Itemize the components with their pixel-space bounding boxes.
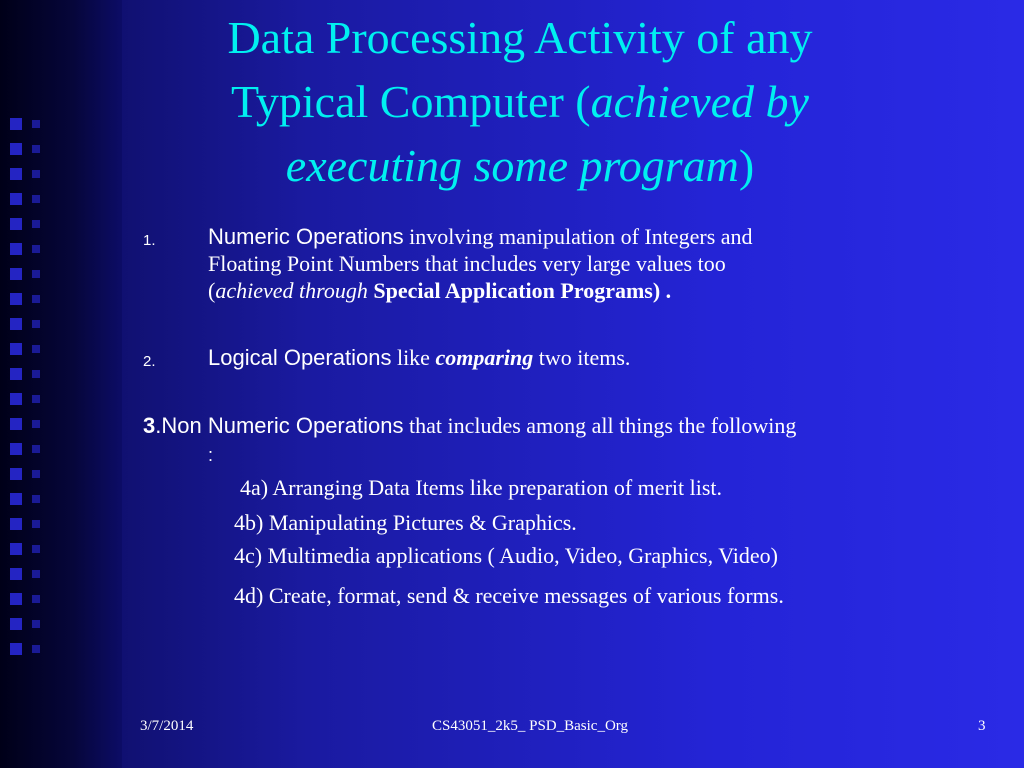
decorative-square	[32, 270, 40, 278]
title-line-2: Typical Computer (achieved by	[231, 76, 809, 127]
item-3-head: .Non Numeric Operations	[155, 413, 404, 438]
decorative-square	[10, 318, 22, 330]
decorative-square	[10, 368, 22, 380]
decorative-square	[32, 295, 40, 303]
decorative-square	[10, 518, 22, 530]
decorative-square	[32, 170, 40, 178]
footer-date: 3/7/2014	[140, 718, 194, 734]
title-line-3: executing some program)	[285, 140, 755, 191]
decorative-square	[10, 343, 22, 355]
title-line-1: Data Processing Activity of any	[227, 12, 813, 63]
decorative-square	[10, 418, 22, 430]
footer-course: CS43051_2k5_ PSD_Basic_Org	[432, 718, 628, 734]
sub-item-4b: 4b) Manipulating Pictures & Graphics.	[234, 510, 577, 535]
decorative-square	[10, 568, 22, 580]
decorative-square	[32, 520, 40, 528]
decorative-square	[10, 193, 22, 205]
decorative-square	[10, 493, 22, 505]
item-3-number: 3	[143, 413, 156, 438]
decorative-square	[32, 470, 40, 478]
sub-item-4d: 4d) Create, format, send & receive messages of various forms.	[234, 583, 784, 608]
decorative-square	[32, 495, 40, 503]
decorative-square	[32, 570, 40, 578]
decorative-square	[10, 118, 22, 130]
decorative-square	[32, 145, 40, 153]
decorative-square	[10, 593, 22, 605]
item-2-text: Logical Operations like comparing two items.	[208, 345, 631, 370]
decorative-square	[10, 293, 22, 305]
footer-page-number: 3	[978, 718, 986, 734]
decorative-square	[32, 320, 40, 328]
decorative-square	[10, 218, 22, 230]
decorative-square	[32, 120, 40, 128]
decorative-square	[32, 245, 40, 253]
decorative-square	[32, 220, 40, 228]
decorative-square	[10, 468, 22, 480]
decorative-square	[10, 643, 22, 655]
item-2-number: 2.	[143, 353, 156, 370]
item-2-head: Logical Operations	[208, 345, 392, 370]
sub-item-4c: 4c) Multimedia applications ( Audio, Video, Graphics, Video)	[234, 543, 778, 568]
item-1-head: Numeric Operations	[208, 224, 404, 249]
decorative-square	[32, 620, 40, 628]
decorative-square	[32, 370, 40, 378]
decorative-square	[32, 545, 40, 553]
decorative-square	[10, 243, 22, 255]
decorative-square	[10, 393, 22, 405]
item-3-text: 3.Non Numeric Operations that includes among all things the following	[143, 413, 797, 438]
item-3-colon: :	[208, 445, 214, 465]
decorative-square	[32, 195, 40, 203]
decorative-square	[32, 645, 40, 653]
decorative-square-column	[0, 118, 122, 678]
decorative-square	[32, 595, 40, 603]
decorative-square	[32, 420, 40, 428]
decorative-square	[10, 268, 22, 280]
decorative-square	[10, 618, 22, 630]
sub-item-4a: 4a) Arranging Data Items like preparation of merit list.	[240, 475, 723, 500]
item-1-text: Numeric Operations involving manipulation of Integers and Floating Point Numbers that includes very large values too (achieved through Special Application Programs) .	[208, 224, 753, 303]
decorative-square	[32, 345, 40, 353]
decorative-square	[10, 543, 22, 555]
decorative-square	[10, 443, 22, 455]
decorative-square	[32, 445, 40, 453]
decorative-square	[10, 143, 22, 155]
item-1-number: 1.	[143, 232, 156, 249]
slide-title	[130, 6, 910, 198]
decorative-square	[10, 168, 22, 180]
decorative-square	[32, 395, 40, 403]
